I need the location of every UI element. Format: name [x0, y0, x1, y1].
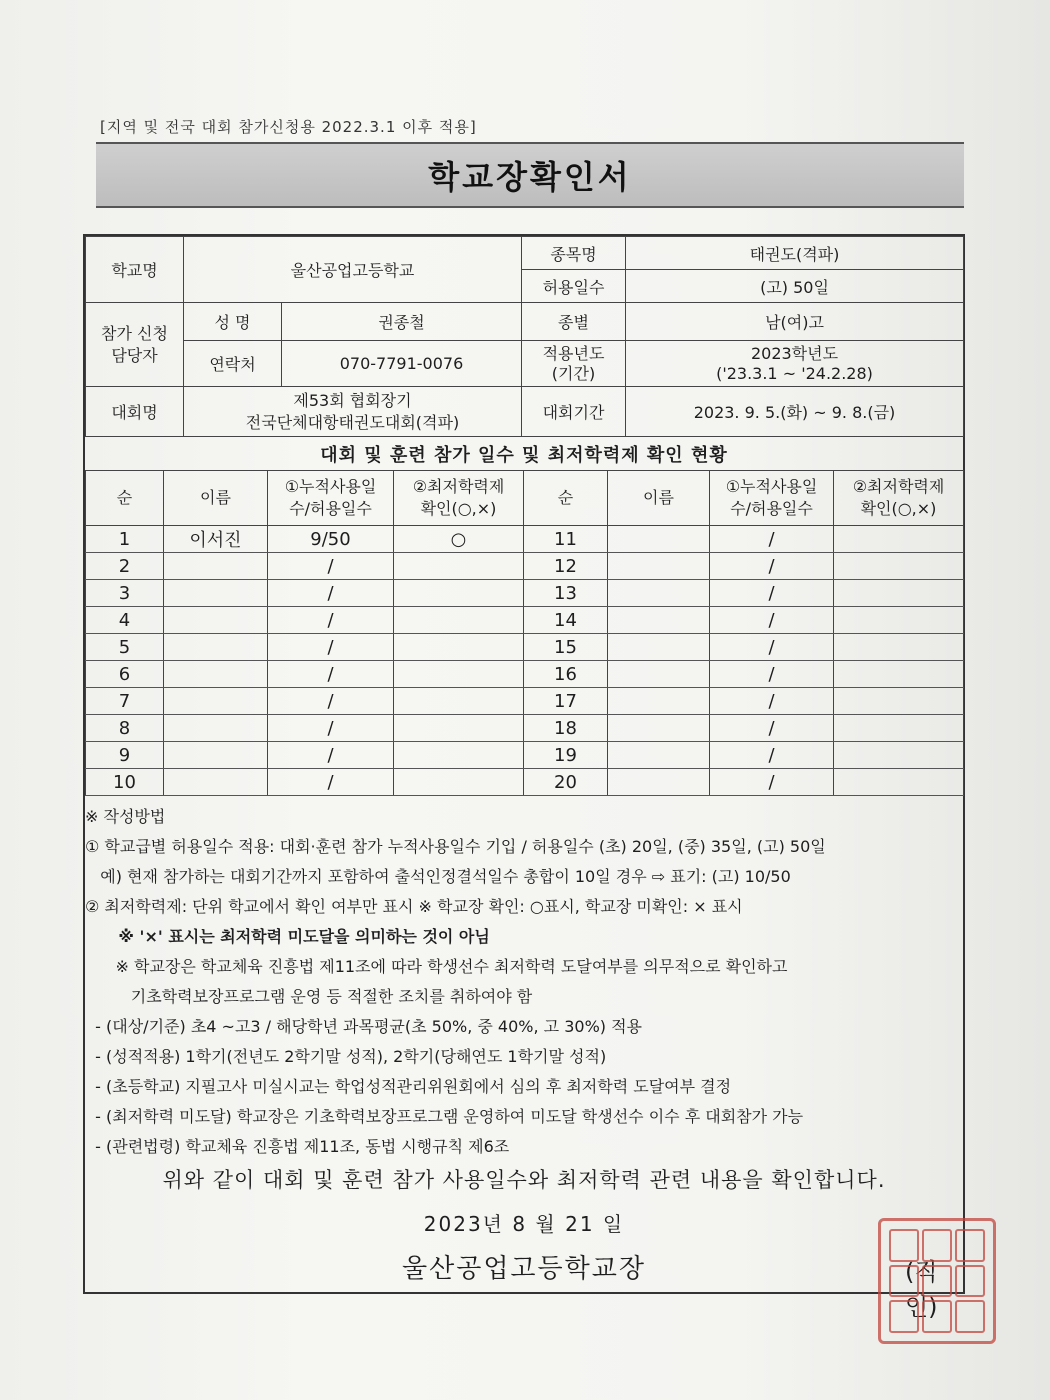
roster-days-cell: / [710, 607, 834, 634]
roster-days-cell: 9/50 [268, 526, 394, 553]
roster-name-cell [164, 688, 268, 715]
period-label: 대회기간 [522, 387, 626, 437]
roster-no-cell: 3 [86, 580, 164, 607]
roster-check-cell [834, 553, 964, 580]
roster-check-cell [834, 715, 964, 742]
gender-label: 종별 [522, 303, 626, 341]
year-label: 적용년도 (기간) [522, 341, 626, 387]
roster-name-cell [608, 607, 710, 634]
roster-check-cell [834, 634, 964, 661]
col-no-right: 순 [524, 471, 608, 526]
note-line: - (초등학교) 지필고사 미실시교는 학업성적관리위원회에서 심의 후 최저학력 도달여부 결정 [85, 1077, 732, 1096]
roster-name-cell [164, 769, 268, 796]
roster-days-cell: / [710, 742, 834, 769]
roster-check-cell [394, 607, 524, 634]
roster-table [85, 470, 964, 796]
roster-no-cell: 20 [524, 769, 608, 796]
roster-no-cell: 10 [86, 769, 164, 796]
instructions [85, 802, 963, 1162]
roster-check-cell [394, 715, 524, 742]
roster-name-cell [164, 715, 268, 742]
note-line: - (대상/기준) 초4 ~고3 / 해당학년 과목평균(초 50%, 중 40%, 고 30%) 적용 [85, 1017, 643, 1036]
note-line: ① 학교급별 허용일수 적용: 대회·훈련 참가 누적사용일수 기입 / 허용일수 (초) 20일, (중) 35일, (고) 50일 [85, 837, 826, 856]
note-line: - (성적적용) 1학기(전년도 2학기말 성적), 2학기(당해연도 1학기말 성적) [85, 1047, 607, 1066]
roster-name-cell [608, 634, 710, 661]
roster-no-cell: 15 [524, 634, 608, 661]
roster-name-cell [608, 580, 710, 607]
title-bar [96, 142, 964, 208]
roster-check-cell [394, 769, 524, 796]
roster-days-cell: / [268, 769, 394, 796]
roster-days-cell: / [710, 661, 834, 688]
school-value: 울산공업고등학교 [184, 237, 522, 303]
allowed-days-label: 허용일수 [522, 270, 626, 303]
roster-name-cell [608, 769, 710, 796]
table-row [86, 526, 964, 553]
principal-title: 울산공업고등학교장 [401, 1254, 647, 1284]
table-row [86, 688, 964, 715]
seal-label: (직인) [905, 1258, 938, 1321]
roster-days-cell: / [268, 553, 394, 580]
roster-no-cell: 11 [524, 526, 608, 553]
roster-check-cell [394, 742, 524, 769]
col-days-left: ①누적사용일 수/허용일수 [268, 471, 394, 526]
roster-no-cell: 19 [524, 742, 608, 769]
roster-no-cell: 8 [86, 715, 164, 742]
roster-no-cell: 6 [86, 661, 164, 688]
note-line: 기초학력보장프로그램 운영 등 적절한 조치를 취하여야 함 [85, 987, 533, 1006]
roster-check-cell [394, 553, 524, 580]
roster-check-cell [834, 607, 964, 634]
table-row [86, 742, 964, 769]
roster-body [86, 526, 964, 796]
col-name-left: 이름 [164, 471, 268, 526]
col-check-right: ②최저학력제 확인(○,×) [834, 471, 964, 526]
roster-check-cell [834, 769, 964, 796]
roster-days-cell: / [710, 580, 834, 607]
period-value: 2023. 9. 5.(화) ~ 9. 8.(금) [626, 387, 964, 437]
roster-days-cell: / [268, 715, 394, 742]
info-table [85, 236, 964, 437]
roster-no-cell: 2 [86, 553, 164, 580]
roster-name-cell [164, 607, 268, 634]
allowed-days-value: (고) 50일 [626, 270, 964, 303]
table-row [86, 607, 964, 634]
roster-name-cell [608, 715, 710, 742]
note-line: ② 최저학력제: 단위 학교에서 확인 여부만 표시 ※ 학교장 확인: ○표시, 학교장 미확인: × 표시 [85, 897, 743, 916]
event-value: 태권도(격파) [626, 237, 964, 270]
gender-value: 남(여)고 [626, 303, 964, 341]
table-row [86, 580, 964, 607]
roster-check-cell: ○ [394, 526, 524, 553]
roster-days-cell: / [710, 715, 834, 742]
roster-no-cell: 1 [86, 526, 164, 553]
contact-person-label: 참가 신청 담당자 [86, 303, 184, 387]
roster-check-cell [394, 688, 524, 715]
roster-check-cell [394, 580, 524, 607]
roster-name-cell [164, 661, 268, 688]
roster-name-cell [608, 742, 710, 769]
name-value: 권종철 [282, 303, 522, 341]
year-value: 2023학년도 [750, 343, 839, 363]
note-line: - (관련법령) 학교체육 진흥법 제11조, 동법 시행규칙 제6조 [85, 1137, 510, 1156]
roster-name-cell [608, 526, 710, 553]
note-line: ※ 학교장은 학교체육 진흥법 제11조에 따라 학생선수 최저학력 도달여부를 의무적으로 확인하고 [85, 957, 788, 976]
roster-days-cell: / [268, 580, 394, 607]
table-row [86, 715, 964, 742]
roster-check-cell [834, 742, 964, 769]
roster-name-cell [164, 580, 268, 607]
roster-check-cell [834, 526, 964, 553]
col-days-right: ①누적사용일 수/허용일수 [710, 471, 834, 526]
roster-days-cell: / [710, 553, 834, 580]
school-label: 학교명 [86, 237, 184, 303]
roster-check-cell [834, 688, 964, 715]
competition-name-line2: 전국단체대항태권도대회(격파) [245, 412, 460, 432]
table-row [86, 634, 964, 661]
roster-days-cell: / [710, 688, 834, 715]
note-line: 예) 현재 참가하는 대회기간까지 포함하여 출석인정결석일수 총합이 10일 경우 ⇨ 표기: (고) 10/50 [85, 867, 791, 886]
col-name-right: 이름 [608, 471, 710, 526]
competition-cell [184, 387, 522, 437]
name-label: 성 명 [184, 303, 282, 341]
event-label: 종목명 [522, 237, 626, 270]
roster-name-cell [608, 661, 710, 688]
roster-days-cell: / [710, 769, 834, 796]
roster-days-cell: / [268, 607, 394, 634]
year-period: ('23.3.1 ~ '24.2.28) [716, 363, 873, 383]
roster-days-cell: / [710, 526, 834, 553]
note-line: - (최저학력 미도달) 학교장은 기초학력보장프로그램 운영하여 미도달 학생선수 이수 후 대회참가 가능 [85, 1107, 804, 1126]
competition-label: 대회명 [86, 387, 184, 437]
roster-name-cell [164, 742, 268, 769]
table-row [86, 661, 964, 688]
roster-check-cell [394, 661, 524, 688]
roster-check-cell [834, 580, 964, 607]
roster-days-cell: / [268, 742, 394, 769]
note-line: ※ 작성방법 [85, 807, 166, 826]
section-title: 대회 및 훈련 참가 일수 및 최저학력제 확인 현황 [85, 436, 963, 471]
roster-no-cell: 12 [524, 553, 608, 580]
roster-no-cell: 9 [86, 742, 164, 769]
roster-no-cell: 16 [524, 661, 608, 688]
phone-label: 연락처 [184, 341, 282, 387]
roster-no-cell: 5 [86, 634, 164, 661]
roster-check-cell [834, 661, 964, 688]
roster-no-cell: 18 [524, 715, 608, 742]
roster-no-cell: 13 [524, 580, 608, 607]
document-title: 학교장확인서 [428, 158, 632, 196]
roster-check-cell [394, 634, 524, 661]
roster-name-cell [164, 634, 268, 661]
roster-days-cell: / [268, 634, 394, 661]
roster-no-cell: 7 [86, 688, 164, 715]
roster-name-cell [608, 688, 710, 715]
table-row [86, 769, 964, 796]
roster-name-cell [164, 553, 268, 580]
roster-name-cell [608, 553, 710, 580]
roster-no-cell: 17 [524, 688, 608, 715]
roster-no-cell: 14 [524, 607, 608, 634]
year-cell [626, 341, 964, 387]
col-no-left: 순 [86, 471, 164, 526]
phone-value: 070-7791-0076 [282, 341, 522, 387]
note-line: ※ '×' 표시는 최저학력 미도달을 의미하는 것이 아님 [85, 927, 490, 946]
form-frame [83, 234, 965, 1321]
confirmation-statement: 위와 같이 대회 및 훈련 참가 사용일수와 최저학력 관련 내용을 확인합니다. [162, 1168, 886, 1192]
official-seal-stamp [878, 1218, 996, 1344]
table-row [86, 553, 964, 580]
issue-date: 2023년 8 월 21 일 [423, 1212, 625, 1236]
competition-name-line1: 제53회 협회장기 [293, 390, 412, 410]
roster-days-cell: / [268, 661, 394, 688]
roster-no-cell: 4 [86, 607, 164, 634]
roster-days-cell: / [710, 634, 834, 661]
roster-days-cell: / [268, 688, 394, 715]
col-check-left: ②최저학력제 확인(○,×) [394, 471, 524, 526]
roster-name-cell: 이서진 [164, 526, 268, 553]
header-note: [지역 및 전국 대회 참가신청용 2022.3.1 이후 적용] [100, 118, 477, 136]
